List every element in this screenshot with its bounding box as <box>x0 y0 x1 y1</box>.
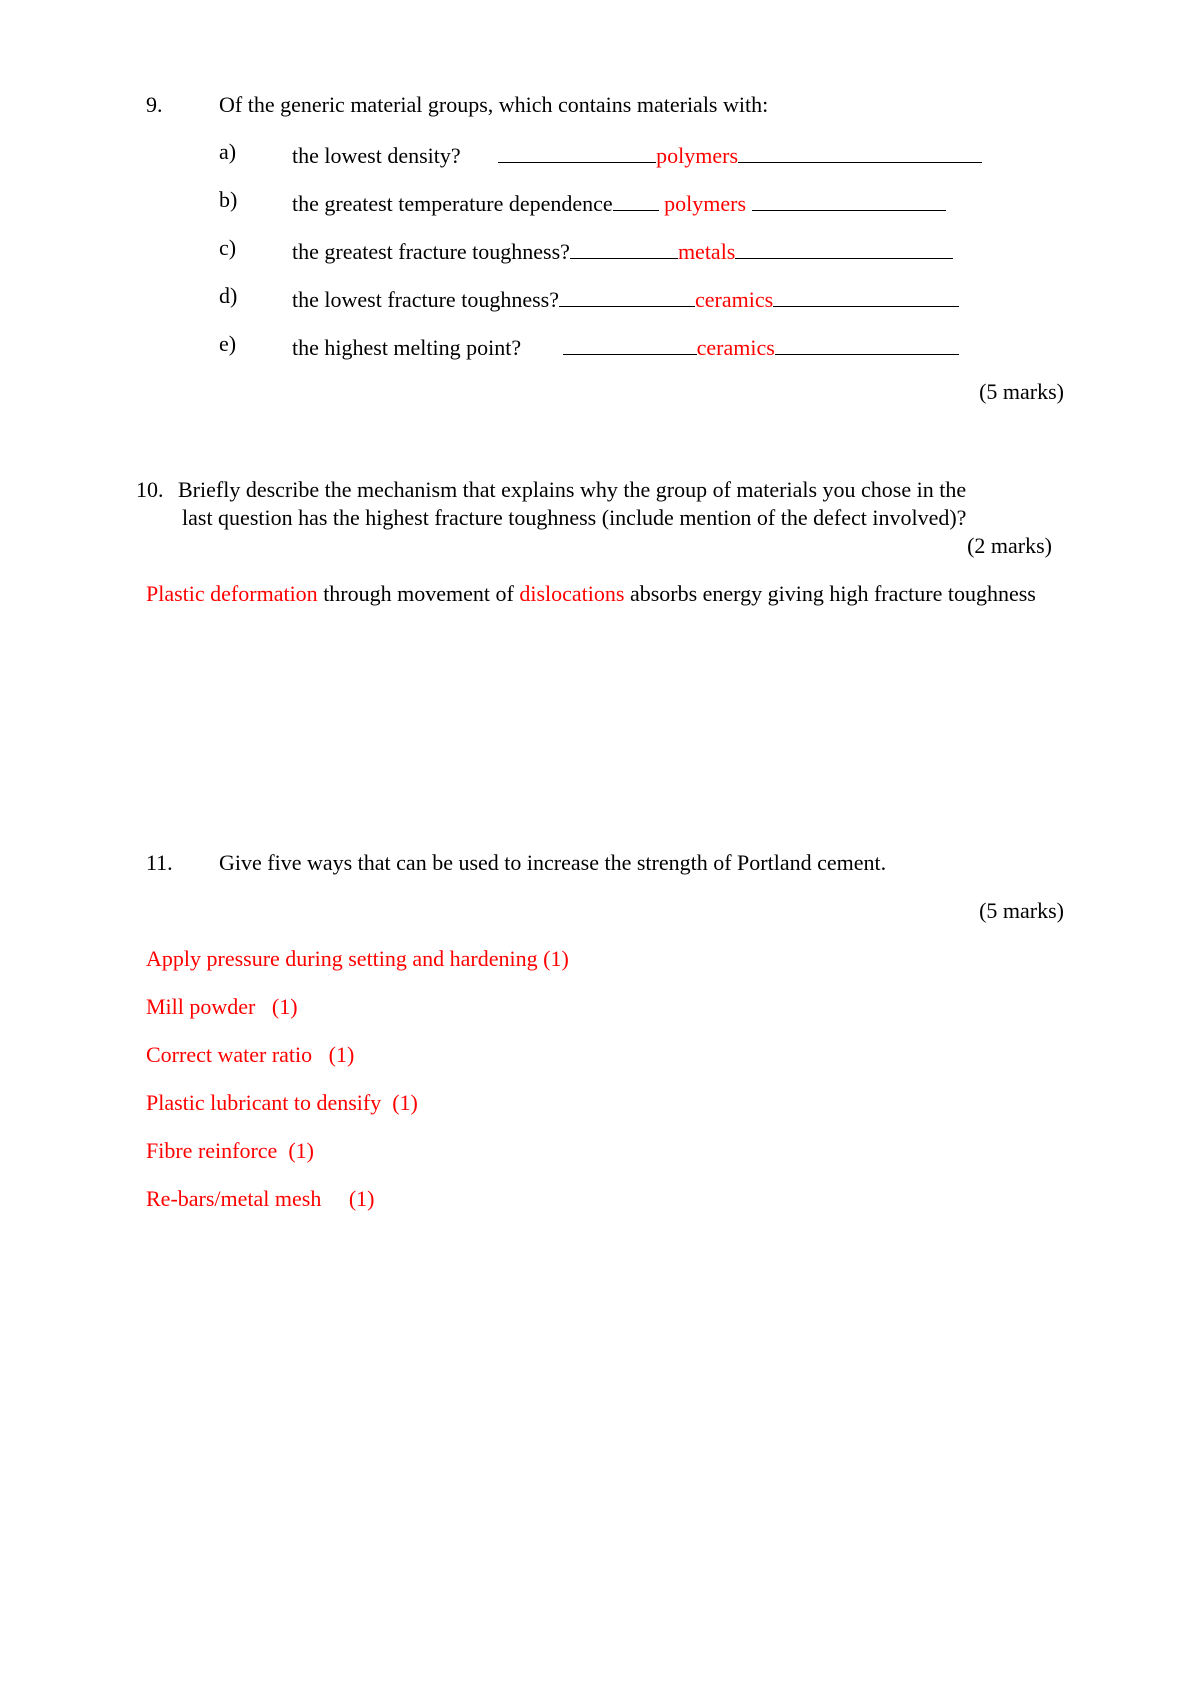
q10-answer-term-plastic-deformation: Plastic deformation <box>146 581 318 606</box>
q11-answer-5: Fibre reinforce (1) <box>146 1138 314 1163</box>
q9d-row <box>292 285 959 311</box>
q9a-letter: a) <box>219 139 237 164</box>
q11-prompt: Give five ways that can be used to increase the strength of Portland cement. <box>219 850 887 875</box>
q10-prompt-line2: last question has the highest fracture toughness (include mention of the defect involved)? <box>182 505 967 530</box>
q9b-text: the greatest temperature dependence <box>292 190 613 216</box>
q9b-blank-right <box>752 189 946 211</box>
q9-marks: (5 marks) <box>979 379 1064 404</box>
q9a-blank-right <box>738 141 982 163</box>
q9-number: 9. <box>146 92 163 117</box>
q9e-blank-right <box>775 333 959 355</box>
q9e-blank-left <box>563 333 697 355</box>
q9-prompt: Of the generic material groups, which contains materials with: <box>219 92 769 117</box>
q9e-answer: ceramics <box>696 334 775 360</box>
q9d-letter: d) <box>219 283 238 308</box>
q11-marks: (5 marks) <box>979 898 1064 923</box>
q9e-text: the highest melting point? <box>292 334 522 360</box>
q10-answer-text-1: through movement of <box>317 581 520 606</box>
q9b-letter: b) <box>219 187 238 212</box>
q9c-blank-right <box>735 237 953 259</box>
q10-prompt-line1: Briefly describe the mechanism that explains why the group of materials you chose in the <box>178 477 967 502</box>
q9c-blank-left <box>570 237 678 259</box>
q9c-row <box>292 237 953 263</box>
q9d-answer: ceramics <box>694 286 774 312</box>
q9d-blank-right <box>773 285 959 307</box>
q9b-blank-left <box>613 189 659 211</box>
q11-answer-4: Plastic lubricant to densify (1) <box>146 1090 418 1115</box>
q9e-letter: e) <box>219 331 237 356</box>
q10-marks: (2 marks) <box>967 533 1052 558</box>
q9a-answer: polymers <box>656 142 739 168</box>
q9d-text: the lowest fracture toughness? <box>292 286 559 312</box>
q9e-row <box>292 333 959 359</box>
q11-answer-3: Correct water ratio (1) <box>146 1042 355 1067</box>
q9a-text: the lowest density? <box>292 142 461 168</box>
q9d-blank-left <box>559 285 695 307</box>
q9a-blank-left <box>498 141 656 163</box>
q9c-text: the greatest fracture toughness? <box>292 238 570 264</box>
q9b-answer: polymers <box>664 190 747 216</box>
q9b-row <box>292 189 946 215</box>
q11-answer-1: Apply pressure during setting and hardening (1) <box>146 946 569 971</box>
q9c-answer: metals <box>677 238 736 264</box>
q11-number: 11. <box>146 850 173 875</box>
q10-answer-term-dislocations: dislocations <box>519 581 625 606</box>
q11-answer-6: Re-bars/metal mesh (1) <box>146 1186 375 1211</box>
q11-answer-2: Mill powder (1) <box>146 994 298 1019</box>
q10-number: 10. <box>136 477 164 502</box>
q10-answer <box>146 580 1064 608</box>
q9a-row <box>292 141 982 167</box>
q9c-letter: c) <box>219 235 237 260</box>
q10-answer-text-2: absorbs energy giving high fracture toughness <box>624 581 1036 606</box>
